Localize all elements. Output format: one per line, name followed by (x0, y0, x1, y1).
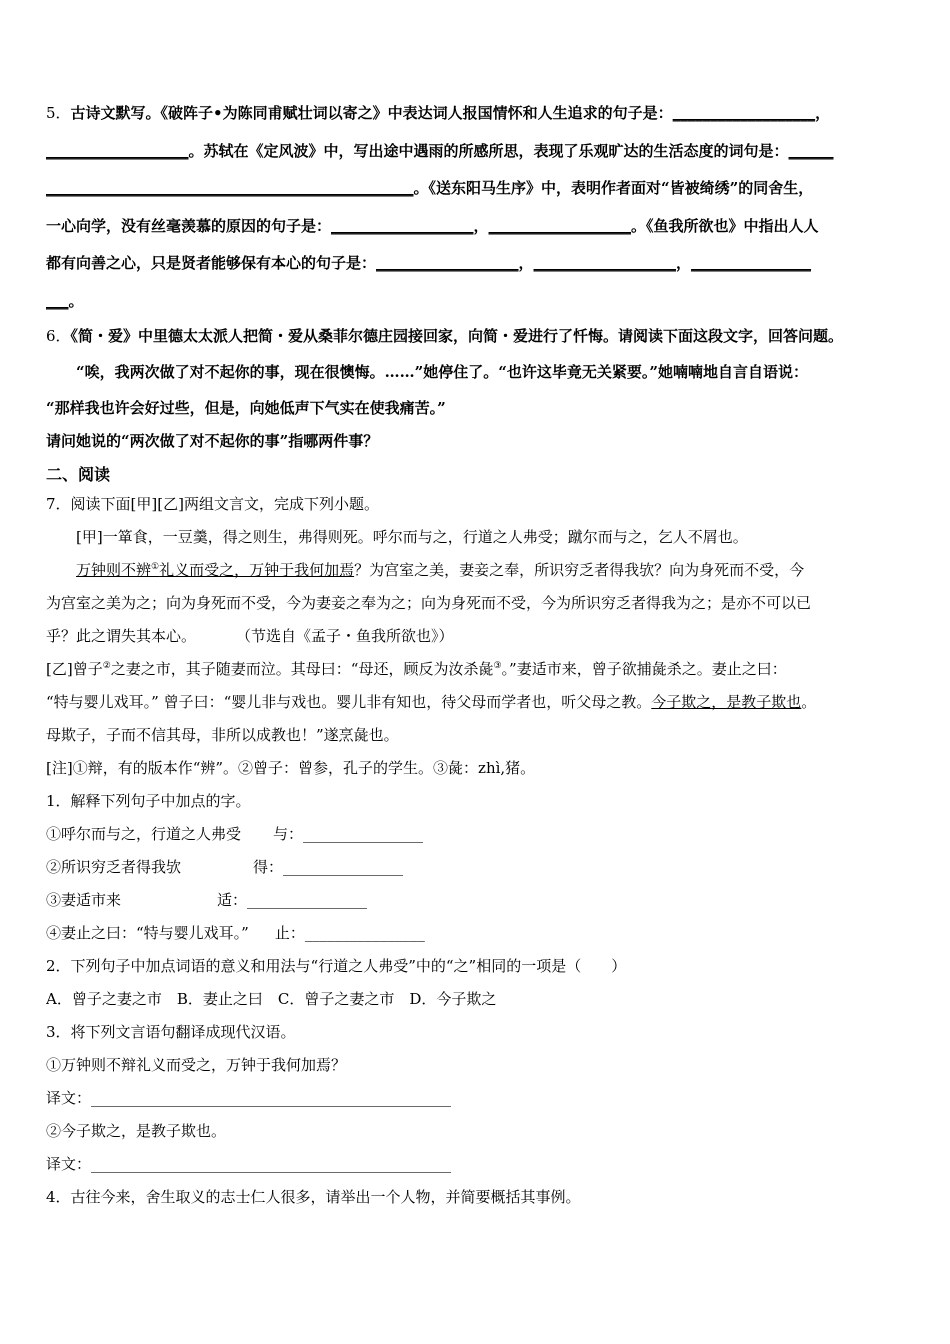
jia-line-2-rest: ？为宫室之美，妻妾之奉，所识穷乏者得我欤？向为身死而不受，今 (354, 561, 805, 579)
sub1-item-4-blank[interactable]: ________________ (304, 924, 425, 942)
q6-number: 6． (46, 327, 71, 345)
yi-line-1b: 之妻之市，其子随妻而泣。其母曰：“母还，顾反为汝杀彘 (110, 660, 494, 678)
sub3-translation-1 (46, 1084, 908, 1117)
q5-text-1: 古诗文默写。《破阵子•为陈同甫赋壮词以寄之》中表达词人报国情怀和人生追求的句子是： (70, 104, 673, 122)
q5-line-2 (46, 138, 908, 176)
sub3-text: 将下列文言语句翻译成现代汉语。 (70, 1023, 296, 1041)
q5-blank-9: ________________ (691, 254, 812, 272)
sub1-item-2-word: 得： (253, 858, 284, 876)
sub1-item-3-word: 适： (217, 891, 248, 909)
q5-blank-8: ___________________ (533, 254, 677, 272)
jia-underlined-1 (76, 561, 354, 579)
q5-text-3: 。《送东阳马生序》中，表明作者面对“皆被绮绣”的同舍生， (413, 179, 814, 197)
q5-blank-3: ______ (788, 141, 834, 160)
sub1-item-4-sentence: ④妻止之曰：“特与婴儿戏耳。” (46, 924, 249, 942)
q6-line-1 (46, 325, 908, 358)
sub3-number: 3． (46, 1023, 71, 1041)
notes: [注]①辩，有的版本作“辨”。②曾子：曾参，孔子的学生。③彘：zhì,猪。 (46, 759, 536, 777)
yi-line-1c: 。”妻适市来，曾子欲捕彘杀之。妻止之曰： (501, 660, 787, 678)
translation-label-1: 译文： (46, 1089, 92, 1107)
sub2-prompt (46, 952, 908, 985)
jia-line-4-text: 乎？此之谓失其本心。 (46, 627, 197, 645)
translation-label-2: 译文： (46, 1155, 92, 1173)
q5-blank-7: ___________________ (376, 254, 519, 272)
sub1-item-1-sentence: ①呼尔而与之，行道之人弗受 (46, 825, 242, 843)
jia-line-3: 为宫室之美为之；向为身死而不受，今为妻妾之奉为之；向为身死而不受，今为所识穷乏者得我为之；是亦不可以已 (46, 594, 812, 612)
sub1-item-4 (46, 919, 908, 952)
translation-blank-2[interactable]: ________________________________________________ (91, 1155, 452, 1173)
q5-line-3 (46, 175, 908, 213)
yi-line-2c: 。 (801, 693, 817, 711)
note-ref-1: ① (151, 562, 160, 572)
sub1-item-3 (46, 886, 908, 919)
sub2-number: 2． (46, 957, 71, 975)
jia-underlined-1b: 礼义而受之，万钟于我何加焉 (159, 561, 355, 579)
sub1-item-1-blank[interactable]: ________________ (303, 825, 424, 843)
jia-underlined-1a: 万钟则不辨 (76, 561, 152, 579)
jia-line-1: [甲]一箪食，一豆羹，得之则生，弗得则死。呼尔而与之，行道之人弗受；蹴尔而与之，乞人不屑也。 (76, 528, 748, 546)
sub1-item-3-blank[interactable]: ________________ (247, 891, 368, 909)
q7-intro (46, 490, 908, 523)
q5-sep-3: ， (518, 254, 534, 272)
sub2-text: 下列句子中加点词语的意义和用法与“行道之人弗受”中的“之”相同的一项是（ ） (70, 957, 627, 975)
sub1-item-2-sentence: ②所识穷乏者得我欤 (46, 858, 182, 876)
yi-line-2a: “特与婴儿戏耳。” 曾子曰：“婴儿非与戏也。婴儿非有知也，待父母而学者也，听父母之教。 (46, 693, 652, 711)
sub1-prompt (46, 787, 908, 820)
sub3-prompt (46, 1018, 908, 1051)
sub1-item-4-word: 止： (274, 924, 305, 942)
q5-blank-10: ___ (46, 291, 69, 310)
q5-sep-4: ， (676, 254, 692, 272)
jia-line-2 (46, 556, 908, 589)
yi-line-1a: [乙]曾子 (46, 660, 103, 678)
q5-number: 5． (46, 104, 71, 122)
q5-text-6: 都有向善之心，只是贤者能够保有本心的句子是： (46, 254, 377, 272)
sub1-item-2-blank[interactable]: ________________ (283, 858, 404, 876)
sub4-text: 古往今来，舍生取义的志士仁人很多，请举出一个人物，并简要概括其事例。 (70, 1188, 581, 1206)
translation-blank-1[interactable]: ________________________________________________ (91, 1089, 452, 1107)
sub3-item-2: ②今子欺之，是教子欺也。 (46, 1122, 227, 1140)
q5-blank-1: ___________________ (672, 104, 816, 122)
yi-line-3: 母欺子，子而不信其母，非所以成教也！”遂烹彘也。 (46, 726, 399, 744)
q6-line-4: 请问她说的“两次做了对不起你的事”指哪两件事？ (46, 432, 379, 450)
q7-number: 7． (46, 495, 71, 513)
q5-line-4 (46, 213, 908, 251)
sub4-number: 4． (46, 1188, 71, 1206)
q5-blank-6: ___________________ (488, 216, 632, 235)
q5-sep-2: ， (473, 216, 489, 235)
sub1-text: 解释下列句子中加点的字。 (70, 792, 251, 810)
yi-underlined: 今子欺之，是教子欺也 (651, 693, 802, 711)
sub1-item-2 (46, 853, 908, 886)
jia-source: （节选自《孟子・鱼我所欲也》） (236, 627, 454, 645)
sub3-item-1: ①万钟则不辩礼义而受之，万钟于我何加焉？ (46, 1056, 347, 1074)
q5-line-1 (46, 100, 908, 138)
q5-text-2: 。苏轼在《定风波》中，写出途中遇雨的所感所思，表现了乐观旷达的生活态度的词句是： (188, 141, 789, 160)
q5-blank-5: ___________________ (331, 216, 474, 235)
q6-line-3: “那样我也许会好过些，但是，向她低声下气实在使我痛苦。” (46, 399, 446, 417)
q5-sep-1: ， (815, 104, 831, 122)
note-ref-2: ② (102, 661, 111, 671)
sub1-number: 1． (46, 792, 71, 810)
q7-intro-text: 阅读下面[甲][乙]两组文言文，完成下列小题。 (70, 495, 379, 513)
q5-line-6 (46, 288, 908, 326)
q6-line-2: “唉，我两次做了对不起你的事，现在很懊悔。……”她停住了。“也许这毕竟无关紧要。”她喃喃地自言自语说： (76, 363, 809, 381)
sub1-item-1-word: 与： (273, 825, 304, 843)
sub2-options: A．曾子之妻之市 B．妻止之曰 C．曾子之妻之市 D．今子欺之 (46, 990, 497, 1008)
q5-blank-4: _________________________________________________ (46, 179, 414, 197)
sub1-item-1 (46, 820, 908, 853)
q5-blank-2: ___________________ (46, 141, 189, 160)
sub3-translation-2 (46, 1150, 908, 1183)
sub4-prompt (46, 1183, 908, 1216)
yi-line-1 (46, 655, 908, 688)
section-title: 二、阅读 (46, 465, 111, 484)
q5-text-5: 。《鱼我所欲也》中指出人人 (631, 216, 819, 235)
q6-text-1: 《简・爱》中里德太太派人把简・爱从桑菲尔德庄园接回家，向简・爱进行了忏悔。请阅读下面这段文字，回答问题。 (70, 327, 844, 345)
note-ref-3: ③ (493, 661, 502, 671)
exam-page (46, 100, 908, 1216)
q5-end: 。 (68, 291, 84, 310)
sub1-item-3-sentence: ③妻适市来 (46, 891, 122, 909)
q5-line-5 (46, 250, 908, 288)
yi-line-2 (46, 688, 908, 721)
jia-line-4 (46, 622, 908, 655)
q5-text-4: 一心向学，没有丝毫羡慕的原因的句子是： (46, 216, 332, 235)
